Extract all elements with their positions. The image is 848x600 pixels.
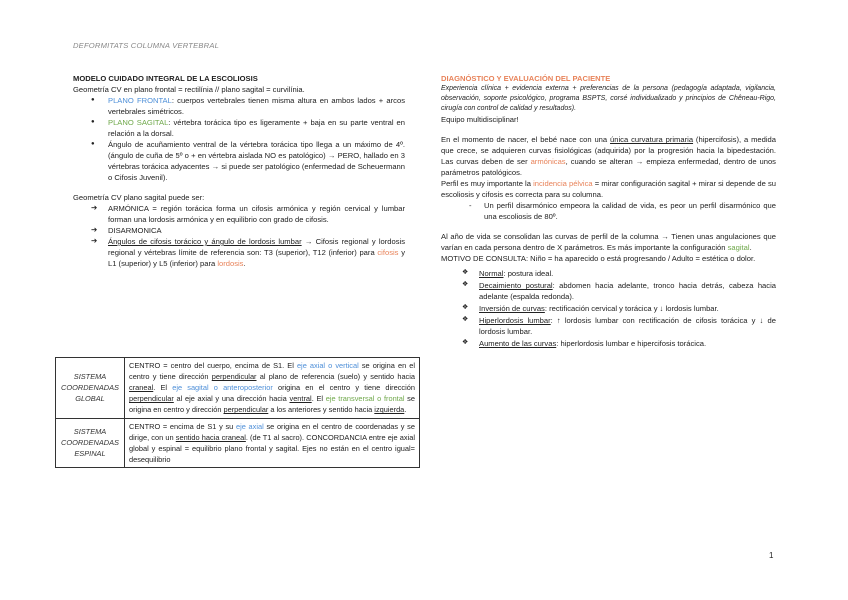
list-item (479, 280, 776, 302)
list-item-text: : hiperlordosis lumbar e hipercifosis torácica. (556, 339, 707, 349)
bullet-list (73, 95, 405, 183)
cell-text: . El (153, 383, 173, 393)
list-item: ➔ ARMÓNICA = región torácica forma un cifosis armónica y región cervical y lumbar forman una lordosis armónica y en equilibrio con grado de cifosis. (108, 203, 405, 225)
list-item-text: : cuerpos vertebrales tienen misma altura en ambos lados + arcos vertebrales simétricos. (108, 96, 405, 116)
underlined-text: Hiperlordosis lumbar (479, 316, 551, 326)
paragraph-text: Al año de vida se consolidan las curvas de perfil de la columna → Tienen unas angulaciones que varían en cada persona dentro de X parámetros. Es más importante la configuración (441, 232, 776, 253)
paragraph-text: Perfil es muy importante la (441, 179, 534, 189)
italic-intro: Experiencia clínica + evidencia externa + preferencias de la persona (pedagogía adaptada, vigilancia, observación, soporte psicológico, programa BSPTS, corsé individualizado y principios de Chêneau-Rigo, cirugía con control de calidad y resultados). (441, 85, 776, 113)
list-item-text: → Cifosis regional y lordosis regional y vértebras límite de referencia son: T3 (superior), T12 (inferior) para (108, 237, 405, 257)
list-item (108, 95, 405, 117)
sagital-term: sagital (727, 243, 750, 253)
table-cell-espinal (125, 418, 420, 467)
team-line: Equipo multidisciplinar! (441, 115, 519, 125)
motivo-consulta: MOTIVO DE CONSULTA: Niño = ha aparecido o está progresando / Adulto = estética o dolor. (441, 254, 756, 264)
diamond-list (441, 268, 776, 349)
list-item: ➔ DISARMONICA (108, 225, 405, 236)
list-item (108, 236, 405, 269)
arrow-list (73, 203, 405, 269)
right-column (441, 73, 776, 350)
underlined-text: Aumento de las curvas (479, 339, 557, 349)
table-label-espinal: SISTEMA COORDENADAS ESPINAL (56, 418, 125, 467)
geometry-frontal-line: Geometría CV en plano frontal = rectilínia // plano sagital = curvilínia. (73, 85, 305, 94)
table-cell-global (125, 358, 420, 419)
underlined-text: perpendicular (211, 372, 257, 382)
paragraph-text: (hipercifosis), a medida que crece, se adquieren curvas fisiológicas (adquirida) por la progresión hacia la bipedestación. Las curvas deben de ser (441, 135, 776, 167)
list-item (479, 338, 776, 349)
cell-text: CENTRO = encima de S1 y su (129, 421, 236, 431)
cell-text: al eje axial y una dirección hacia (173, 394, 290, 404)
cell-text: . El (311, 394, 326, 404)
underlined-text: Ángulos de cifosis torácico y ángulo de lordosis lumbar (108, 237, 302, 246)
list-item-text: . (243, 259, 246, 268)
geometry-sagital-title: Geometría CV plano sagital puede ser: (73, 193, 205, 202)
left-column (73, 73, 405, 269)
lordosis-term: lordosis (217, 259, 244, 268)
cell-text: se origina en el centro y tiene dirección (129, 361, 416, 382)
eje-transversal-term: eje transversal o frontal (325, 394, 405, 404)
cell-text: a los anteriores y sentido hacia (268, 405, 375, 415)
coordinate-systems-table (55, 357, 420, 468)
underlined-text: ventral (289, 394, 312, 404)
table-row (56, 358, 420, 419)
underlined-text: Normal (479, 269, 504, 279)
incidencia-pelvica-term: incidencia pélvica (533, 179, 593, 189)
paragraph-text: , cuando se alteran → empieza enfermedad, dentro de unos parámetros patológicos. (441, 157, 776, 178)
plano-frontal-label: PLANO FRONTAL (108, 96, 172, 105)
cell-text: se origina en el centro de coordenadas y se dirige, con un (129, 421, 415, 442)
cell-text: CENTRO = centro del cuerpo, encima de S1. El (129, 361, 297, 370)
cell-text: origina en el centro y tiene dirección (272, 383, 415, 393)
list-item (479, 268, 776, 279)
eje-axial-term: eje axial o vertical (296, 361, 359, 370)
underlined-text: izquierda (374, 405, 405, 415)
table-label-global: SISTEMA COORDENADAS GLOBAL (56, 358, 125, 419)
underlined-text: Decaimiento postural (479, 281, 553, 291)
cell-text: . (de T1 al sacro). CONCORDANCIA entre eje axial global y espinal = equilibrio plano frontal y sagital. Ejes no están en el centro igual= desequilibrio (129, 432, 415, 464)
list-item-text: : abdomen hacia adelante, tronco hacia detrás, cabeza hacia adelante (espalda redonda). (479, 281, 776, 302)
list-item: - Un perfil disarmónico empeora la calidad de vida, es peor un perfil disarmónico que una escoliosis de 80º. (484, 200, 776, 222)
underlined-text: craneal (129, 383, 154, 393)
paragraph (441, 178, 776, 200)
underlined-text: Inversión de curvas (479, 304, 545, 314)
eje-sagital-term: eje sagital o anteroposterior (172, 383, 273, 393)
section-title-right: DIAGNÓSTICO Y EVALUACIÓN DEL PACIENTE (441, 74, 611, 83)
list-item-text: Ángulo de acuñamiento ventral de la vértebra torácica tipo llega a un máximo de 4º. (ángulo de cuña de 5º o + en vértebra aislada NO es patológico) → PERO, hallado en 3 vértebras torácica adyacentes → si puede ser patológico (enfermedad de Scheuermann o Cifosis Juvenil). (108, 140, 405, 182)
list-item (108, 139, 405, 183)
dash-list (441, 200, 776, 222)
list-item (108, 117, 405, 139)
paragraph-text: En el momento de nacer, el bebé nace con una (441, 135, 611, 145)
running-header: DEFORMITATS COLUMNA VERTEBRAL (73, 41, 220, 50)
list-item-text: : vértebra torácica tipo es ligeramente + baja en su parte ventral en relación a la dorsal. (108, 118, 405, 138)
armonicas-term: armónicas (530, 157, 566, 167)
list-item (479, 303, 776, 314)
cell-text: . (404, 405, 407, 415)
cell-text: al plano de referencia (suelo) y sentido hacia (256, 372, 415, 382)
underlined-text: única curvatura primaria (610, 135, 694, 145)
table-row (56, 418, 420, 467)
cifosis-term: cifosis (377, 248, 399, 257)
underlined-text: sentido hacia craneal (175, 432, 246, 442)
list-item-text: : ↑ lordosis lumbar con rectificación de cifosis torácica y ↓ de lordosis lumbar. (479, 316, 776, 337)
underlined-text: perpendicular (223, 405, 269, 415)
cell-text: se origina en centro y dirección (129, 394, 415, 415)
paragraph (441, 231, 776, 253)
page-number: 1 (769, 551, 774, 560)
section-title-left: MODELO CUIDADO INTEGRAL DE LA ESCOLIOSIS (73, 74, 258, 83)
list-item (479, 315, 776, 337)
paragraph (441, 134, 776, 178)
list-item-text: : postura ideal. (503, 269, 554, 279)
underlined-text: perpendicular (129, 394, 174, 404)
paragraph-text: . (749, 243, 752, 253)
paragraph-text: = mirar configuración sagital + mirar si depende de su escoliosis y cifosis es correcta para su columna. (441, 179, 776, 200)
list-item-text: : rectificación cervical y torácica y ↓ lordosis lumbar. (544, 304, 719, 314)
eje-axial-term: eje axial (235, 421, 264, 431)
plano-sagital-label: PLANO SAGITAL (108, 118, 169, 127)
list-item-text: y L1 (superior) y L5 (inferior) para (108, 248, 405, 268)
